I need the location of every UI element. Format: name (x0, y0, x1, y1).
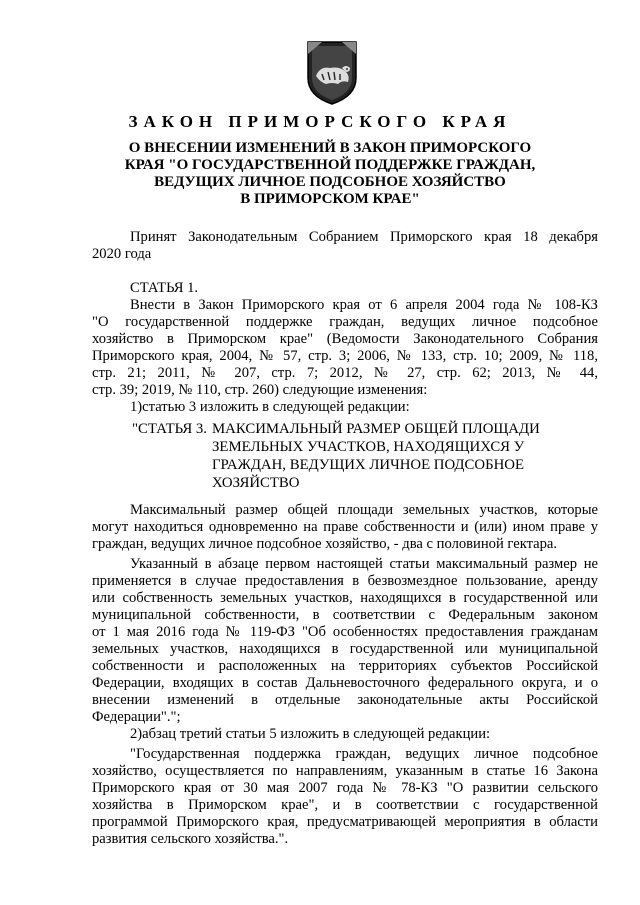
text-line: развития сельского хозяйства.". (92, 831, 289, 847)
amendment-item: 2)абзац третий статьи 5 изложить в следующей редакции: (130, 726, 491, 742)
article-3-paragraph-2 (92, 556, 598, 743)
heading-line: ГРАЖДАН, ВЕДУЩИХ ЛИЧНОЕ ПОДСОБНОЕ (212, 457, 524, 473)
text-line: хозяйство, осуществляется по направлениям, указанным в статье 16 Закона (92, 763, 598, 779)
text-line: программой Приморского края, предусматривающей мероприятия в области (92, 814, 598, 830)
law-title: ЗАКОН ПРИМОРСКОГО КРАЯ (128, 112, 512, 131)
article-1 (92, 280, 598, 416)
adoption-line: 2020 года (92, 246, 152, 262)
subtitle-line: КРАЯ "О ГОСУДАРСТВЕННОЙ ПОДДЕРЖКЕ ГРАЖДАН, (124, 157, 536, 173)
text-line: муниципальной собственности, в соответствии с Федеральным законом (92, 607, 598, 623)
article-3-title (212, 420, 612, 492)
text-line: хозяйство в Приморском крае" (Ведомости Законодательного Собрания (92, 331, 598, 347)
text-line: Указанный в абзаце первом настоящей статьи максимальный размер не (130, 556, 598, 572)
heading-line: МАКСИМАЛЬНЫЙ РАЗМЕР ОБЩЕЙ ПЛОЩАДИ (212, 421, 540, 437)
subtitle-line: ВЕДУЩИХ ЛИЧНОЕ ПОДСОБНОЕ ХОЗЯЙСТВО (154, 174, 506, 190)
text-line: стр. 39; 2019, № 110, стр. 260) следующие изменения: (92, 382, 428, 398)
text-line: земельных участков, находящихся в государственной или муниципальной (92, 641, 598, 657)
text-line: Федерации, входящих в состав Дальневосточного федерального округа, и о (92, 675, 598, 691)
text-line: "О государственной поддержке граждан, ведущих личное подсобное (92, 314, 598, 330)
text-line: Максимальный размер общей площади земельных участков, которые (130, 502, 598, 518)
article-3-label: "СТАТЬЯ 3. (132, 421, 208, 437)
article-5-new-paragraph (92, 746, 598, 848)
text-line: Внести в Закон Приморского края от 6 апреля 2004 года № 108-КЗ (130, 297, 598, 313)
coat-of-arms-emblem (302, 38, 362, 106)
article-heading: СТАТЬЯ 1. (130, 280, 199, 296)
text-line: от 1 мая 2016 года № 119-ФЗ "Об особенностях предоставления гражданам (92, 624, 598, 640)
text-line: собственности и расположенных на территориях субъектов Российской (92, 658, 598, 674)
law-subtitle (100, 140, 560, 208)
adoption-line: Принят Законодательным Собранием Приморского края 18 декабря (130, 229, 598, 245)
subtitle-line: В ПРИМОРСКОМ КРАЕ" (240, 191, 420, 207)
text-line: или собственность земельных участков, находящихся в государственной или (92, 590, 598, 606)
text-line: "Государственная поддержка граждан, ведущих личное подсобное (130, 746, 598, 762)
heading-line: ХОЗЯЙСТВО (212, 475, 300, 491)
text-line: применяется в случае предоставления в безвозмездное пользование, аренду (92, 573, 598, 589)
text-line: Приморского края, 2004, № 57, стр. 3; 2006, № 133, стр. 10; 2009, № 118, (92, 348, 598, 364)
text-line: могут находиться одновременно на праве собственности и (или) ином праве у (92, 519, 598, 535)
amendment-item: 1)статью 3 изложить в следующей редакции: (130, 399, 410, 415)
subtitle-line: О ВНЕСЕНИИ ИЗМЕНЕНИЙ В ЗАКОН ПРИМОРСКОГО (128, 140, 532, 156)
text-line: хозяйства в Приморском крае", и в соответствии с государственной (92, 797, 598, 813)
text-line: граждан, ведущих личное подсобное хозяйство, - два с половиной гектара. (92, 536, 558, 552)
article-3-paragraph-1 (92, 502, 598, 553)
adoption-statement (92, 229, 598, 263)
text-line: Федерации"."; (92, 709, 181, 725)
text-line: стр. 21; 2011, № 207, стр. 7; 2012, № 27, стр. 62; 2013, № 44, (92, 365, 598, 381)
text-line: внесении изменений в отдельные законодательные акты Российской (92, 692, 598, 708)
heading-line: ЗЕМЕЛЬНЫХ УЧАСТКОВ, НАХОДЯЩИХСЯ У (212, 439, 525, 455)
text-line: Приморского края от 30 мая 2007 года № 78-КЗ "О развитии сельского (92, 780, 598, 796)
